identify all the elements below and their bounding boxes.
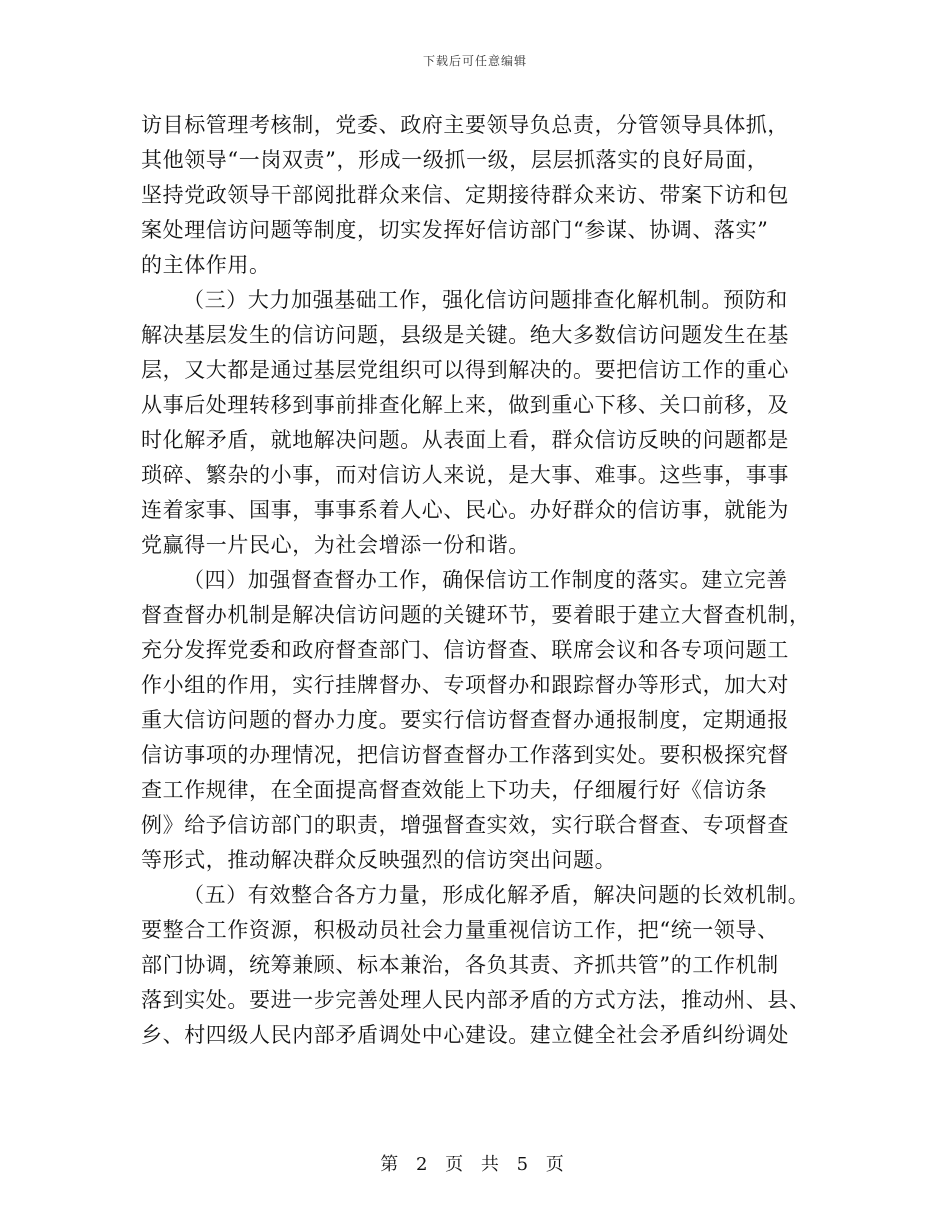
text-line: 其他领导“一岗双责”，形成一级抓一级，层层抓落实的良好局面，	[141, 148, 769, 172]
text-line: 解决基层发生的信访问题，县级是关键。绝大多数信访问题发生在基	[141, 323, 789, 347]
text-line: 琐碎、繁杂的小事，而对信访人来说，是大事、难事。这些事，事事	[141, 463, 789, 487]
text-line: 层，又大都是通过基层党组织可以得到解决的。要把信访工作的重心	[141, 358, 789, 382]
text-line: 例》给予信访部门的职责，增强督查实效，实行联合督查、专项督查	[141, 813, 789, 837]
text-line: 落到实处。要进一步完善处理人民内部矛盾的方式方法，推动州、县、	[141, 988, 811, 1012]
text-line: 乡、村四级人民内部矛盾调处中心建设。建立健全社会矛盾纠纷调处	[141, 1023, 789, 1047]
text-line: 案处理信访问题等制度，切实发挥好信访部门“参谋、协调、落实”	[141, 218, 769, 242]
text-line: 要整合工作资源，积极动员社会力量重视信访工作，把“统一领导、	[141, 918, 779, 942]
section-four-heading-line: （四）加强督查督办工作，确保信访工作制度的落实。建立完善	[183, 568, 788, 592]
text-line: 坚持党政领导干部阅批群众来信、定期接待群众来访、带案下访和包	[141, 183, 789, 207]
text-line: 部门协调，统筹兼顾、标本兼治，各负其责、齐抓共管”的工作机制	[141, 953, 779, 977]
section-five-heading-line: （五）有效整合各方力量，形成化解矛盾，解决问题的长效机制。	[183, 883, 810, 907]
text-line: 作小组的作用，实行挂牌督办、专项督办和跟踪督办等形式，加大对	[141, 673, 789, 697]
text-line: 从事后处理转移到事前排查化解上来，做到重心下移、关口前移，及	[141, 393, 789, 417]
text-line: 重大信访问题的督办力度。要实行信访督查督办通报制度，定期通报	[141, 708, 789, 732]
text-line: 督查督办机制是解决信访问题的关键环节，要着眼于建立大督查机制，	[141, 603, 811, 627]
page-number-footer: 第 2 页 共 5 页	[380, 1154, 570, 1175]
text-line: 信访事项的办理情况，把信访督查督办工作落到实处。要积极探究督	[141, 743, 789, 767]
text-line: 党赢得一片民心，为社会增添一份和谐。	[141, 533, 530, 557]
text-line: 连着家事、国事，事事系着人心、民心。办好群众的信访事，就能为	[141, 498, 789, 522]
text-line: 时化解矛盾，就地解决问题。从表面上看，群众信访反映的问题都是	[141, 428, 789, 452]
text-line: 访目标管理考核制，党委、政府主要领导负总责，分管领导具体抓，	[141, 113, 789, 137]
page-header-note: 下载后可任意编辑	[422, 54, 527, 68]
text-line: 等形式，推动解决群众反映强烈的信访突出问题。	[141, 848, 617, 872]
section-three-heading-line: （三）大力加强基础工作，强化信访问题排查化解机制。预防和	[183, 288, 788, 312]
text-line: 查工作规律，在全面提高督查效能上下功夫，仔细履行好《信访条	[141, 778, 768, 802]
text-line: 充分发挥党委和政府督查部门、信访督查、联席会议和各专项问题工	[141, 638, 789, 662]
document-body	[141, 108, 821, 1053]
text-line: 的主体作用。	[141, 253, 271, 277]
